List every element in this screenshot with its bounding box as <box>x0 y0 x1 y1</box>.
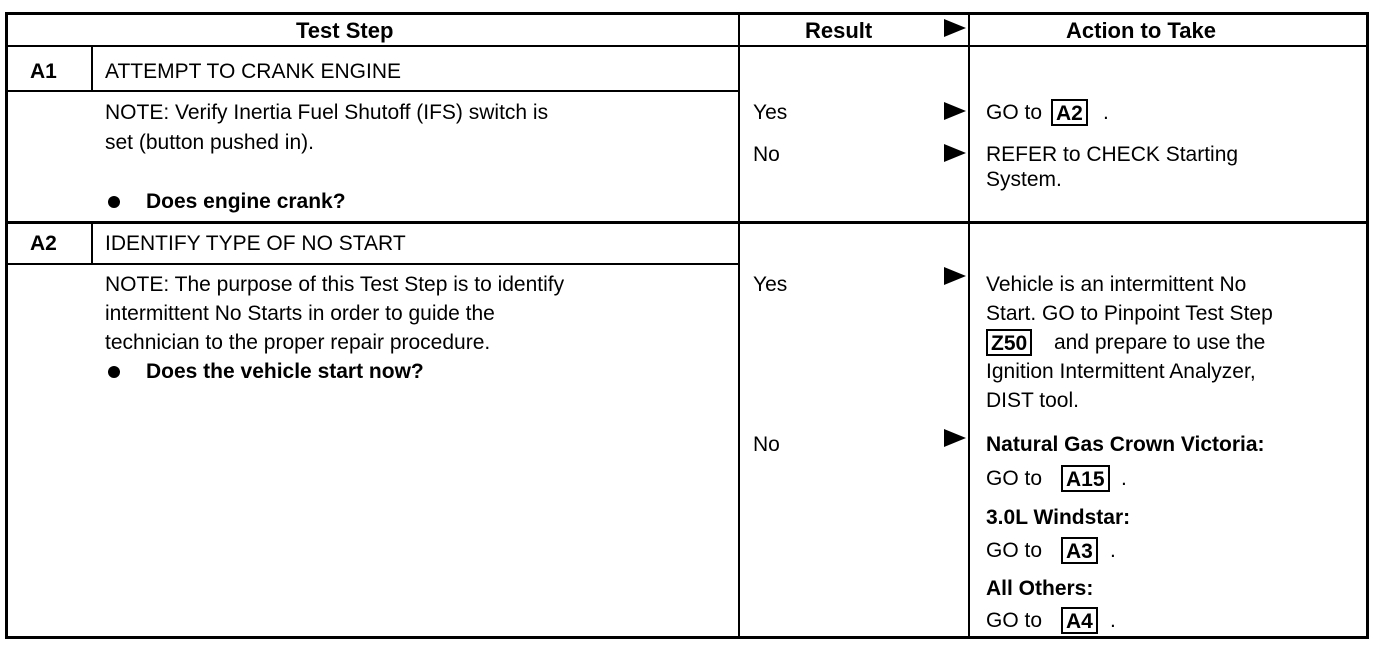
step-id-a2: A2 <box>30 232 57 255</box>
a2-no-group3-title: All Others: <box>986 577 1094 600</box>
arrow-icon <box>944 144 966 162</box>
step-id-a1: A1 <box>30 60 57 83</box>
a2-note-line2: intermittent No Starts in order to guide the <box>105 302 495 325</box>
a1-note-line2: set (button pushed in). <box>105 131 314 154</box>
a1-no-action-line1: REFER to CHECK Starting <box>986 143 1239 166</box>
a2-no-group2-title: 3.0L Windstar: <box>986 506 1131 529</box>
ref-a2-link[interactable]: A2 <box>1051 99 1088 126</box>
a2-yes-line3-suffix: and prepare to use the <box>1054 331 1266 354</box>
a2-no-group1-suffix: . <box>1121 467 1127 490</box>
ref-a15-link[interactable]: A15 <box>1061 465 1110 492</box>
row-divider <box>5 221 1369 224</box>
a2-yes-line2: Start. GO to Pinpoint Test Step <box>986 302 1273 325</box>
a2-note-line3: technician to the proper repair procedure. <box>105 331 491 354</box>
a2-title: IDENTIFY TYPE OF NO START <box>105 232 406 255</box>
arrow-icon <box>944 267 966 285</box>
arrow-icon <box>944 102 966 120</box>
a1-no-action-line2: System. <box>986 168 1062 191</box>
a2-no-group2-suffix: . <box>1110 539 1116 562</box>
a2-result-no: No <box>753 433 780 456</box>
a2-yes-line1: Vehicle is an intermittent No <box>986 273 1247 296</box>
a2-yes-line4: Ignition Intermittent Analyzer, <box>986 360 1256 383</box>
header-bottom-rule <box>5 45 1369 47</box>
header-test-step: Test Step <box>296 18 394 43</box>
bullet-icon <box>108 196 120 208</box>
a2-no-group2-prefix: GO to <box>986 539 1043 562</box>
header-result: Result <box>805 18 873 43</box>
bullet-icon <box>108 366 120 378</box>
a1-note-line1: NOTE: Verify Inertia Fuel Shutoff (IFS) switch is <box>105 101 549 124</box>
id-col-divider-a1 <box>91 47 93 91</box>
ref-z50-link[interactable]: Z50 <box>986 329 1032 356</box>
a1-question: Does engine crank? <box>146 190 346 213</box>
a2-result-yes: Yes <box>753 273 788 296</box>
ref-a4-link[interactable]: A4 <box>1061 607 1098 634</box>
table-top-border <box>5 12 1369 15</box>
col-divider-action <box>968 12 970 639</box>
a2-no-group3-suffix: . <box>1110 609 1116 632</box>
a2-question: Does the vehicle start now? <box>146 360 424 383</box>
a2-note-line1: NOTE: The purpose of this Test Step is to identify <box>105 273 565 296</box>
arrow-icon <box>944 429 966 447</box>
ref-a3-link[interactable]: A3 <box>1061 537 1098 564</box>
table-left-border <box>5 12 8 639</box>
a2-no-group1-title: Natural Gas Crown Victoria: <box>986 433 1265 456</box>
a1-result-no: No <box>753 143 780 166</box>
a1-result-yes: Yes <box>753 101 788 124</box>
id-col-divider-a2 <box>91 223 93 264</box>
a1-title-rule <box>5 90 739 92</box>
a2-yes-line5: DIST tool. <box>986 389 1079 412</box>
a2-title-rule <box>5 263 739 265</box>
a1-yes-action-prefix: GO to <box>986 101 1043 124</box>
a1-yes-action-suffix: . <box>1103 101 1109 124</box>
header-arrow-icon <box>944 19 966 37</box>
a1-title: ATTEMPT TO CRANK ENGINE <box>105 60 401 83</box>
table-bottom-border <box>5 636 1369 639</box>
a2-no-group3-prefix: GO to <box>986 609 1043 632</box>
table-right-border <box>1366 12 1369 639</box>
header-action: Action to Take <box>1066 18 1216 43</box>
a2-no-group1-prefix: GO to <box>986 467 1043 490</box>
col-divider-result <box>738 12 740 639</box>
